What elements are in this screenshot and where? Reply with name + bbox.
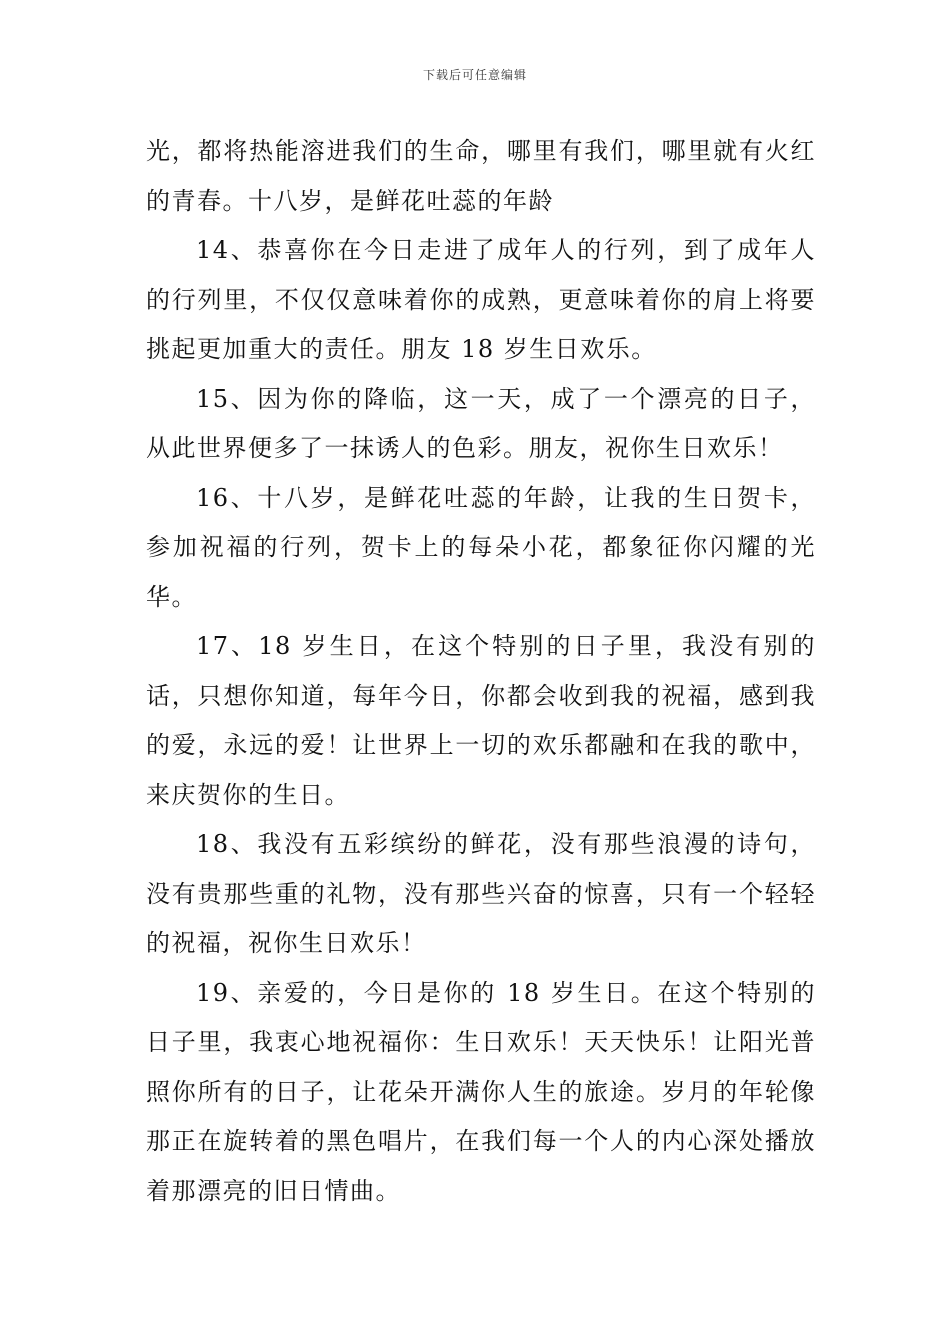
paragraph-18: 18、我没有五彩缤纷的鲜花，没有那些浪漫的诗句，没有贵那些重的礼物，没有那些兴奋的惊喜，只有一个轻轻的祝福，祝你生日欢乐！ <box>146 830 816 957</box>
document-body <box>146 127 816 1216</box>
paragraph-19: 19、亲爱的，今日是你的 18 岁生日。在这个特别的日子里，我衷心地祝福你：生日欢乐！天天快乐！让阳光普照你所有的日子，让花朵开满你人生的旅途。岁月的年轮像那正在旋转着的黑色唱片，在我们每一个人的内心深处播放着那漂亮的旧日情曲。 <box>146 978 816 1205</box>
paragraph-17: 17、18 岁生日，在这个特别的日子里，我没有别的话，只想你知道，每年今日，你都会收到我的祝福，感到我的爱，永远的爱！让世界上一切的欢乐都融和在我的歌中，来庆贺你的生日。 <box>146 632 816 809</box>
paragraph-16: 16、十八岁，是鲜花吐蕊的年龄，让我的生日贺卡，参加祝福的行列，贺卡上的每朵小花，都象征你闪耀的光华。 <box>146 483 816 611</box>
paragraph-14: 14、恭喜你在今日走进了成年人的行列，到了成年人的行列里，不仅仅意味着你的成熟，更意味着你的肩上将要挑起更加重大的责任。朋友 18 岁生日欢乐。 <box>146 236 816 363</box>
paragraph-continuation: 光，都将热能溶进我们的生命，哪里有我们，哪里就有火红的青春。十八岁，是鲜花吐蕊的年龄 <box>146 137 816 215</box>
paragraph-15: 15、因为你的降临，这一天，成了一个漂亮的日子，从此世界便多了一抹诱人的色彩。朋友，祝你生日欢乐！ <box>146 384 816 462</box>
page-header: 下载后可任意编辑 <box>422 68 527 82</box>
